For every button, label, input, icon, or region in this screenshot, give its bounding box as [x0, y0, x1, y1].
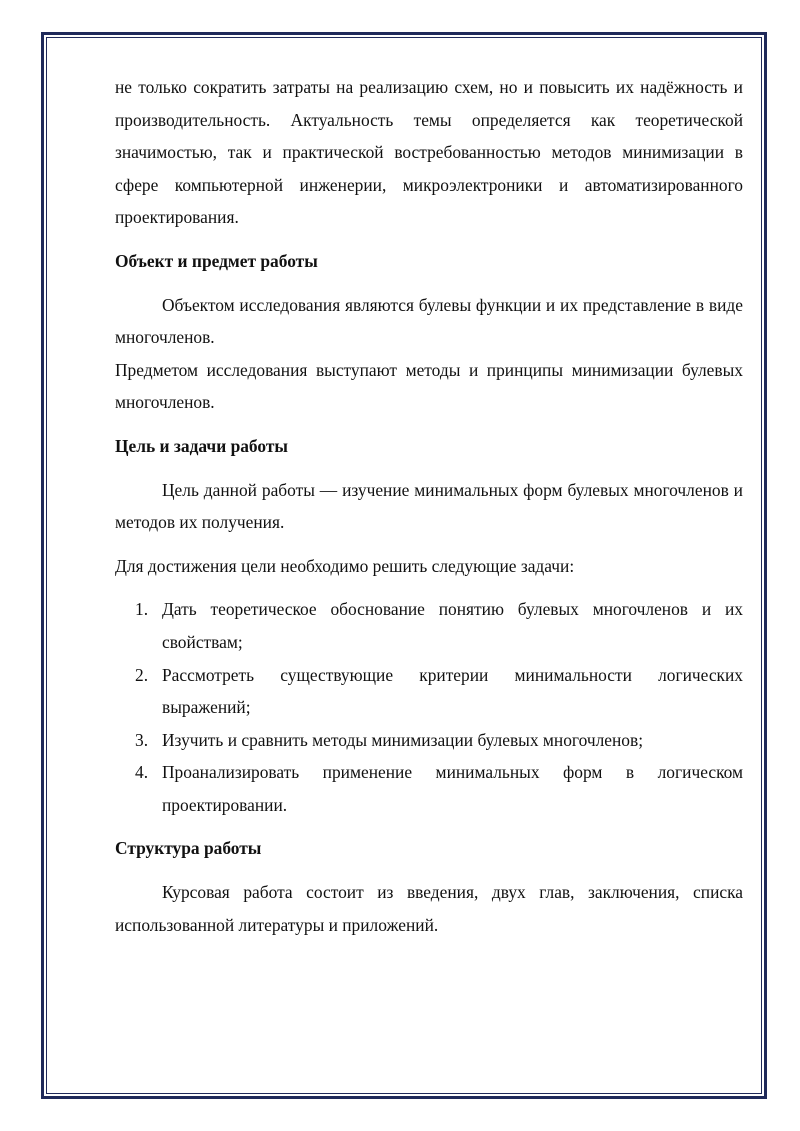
- list-item: [115, 724, 743, 757]
- section-heading-structure: Структура работы: [115, 838, 262, 859]
- section-heading-object: Объект и предмет работы: [115, 250, 318, 271]
- tasks-list: [115, 593, 743, 821]
- list-item-text: Проанализировать применение минимальных форм в логическом проектировании.: [162, 762, 743, 815]
- list-item-text: Рассмотреть существующие критерии минимальности логических выражений;: [162, 664, 743, 718]
- list-item-text: Дать теоретическое обоснование понятию булевых многочленов и их свойствам;: [162, 599, 743, 652]
- list-item-text: Изучить и сравнить методы минимизации булевых многочленов;: [162, 729, 644, 750]
- structure-paragraph: Курсовая работа состоит из введения, двух глав, заключения, списка использованной литературы и приложений.: [115, 882, 743, 935]
- list-item-number: 2.: [135, 664, 149, 685]
- list-item-number: 3.: [135, 729, 149, 750]
- list-item-number: 4.: [135, 762, 149, 783]
- intro-continuation-paragraph: не только сократить затраты на реализацию схем, но и повысить их надёжность и производительность. Актуальность темы определяется как теоретической значимостью, так и практической востребованностью методов минимизации в сфере компьютерной инженерии, микроэлектроники и автоматизированного проектирования.: [115, 77, 743, 228]
- list-item: [115, 593, 743, 658]
- section-heading-goal: Цель и задачи работы: [115, 435, 288, 456]
- list-item: [115, 659, 743, 724]
- tasks-intro-paragraph: Для достижения цели необходимо решить следующие задачи:: [115, 555, 575, 576]
- object-paragraph: Объектом исследования являются булевы функции и их представление в виде многочленов.: [115, 294, 743, 348]
- document-body: [115, 71, 743, 941]
- goal-paragraph: Цель данной работы — изучение минимальных форм булевых многочленов и методов их получения.: [115, 479, 743, 533]
- list-item: [115, 756, 743, 821]
- list-item-number: 1.: [135, 599, 149, 620]
- subject-paragraph: Предметом исследования выступают методы и принципы минимизации булевых многочленов.: [115, 359, 743, 413]
